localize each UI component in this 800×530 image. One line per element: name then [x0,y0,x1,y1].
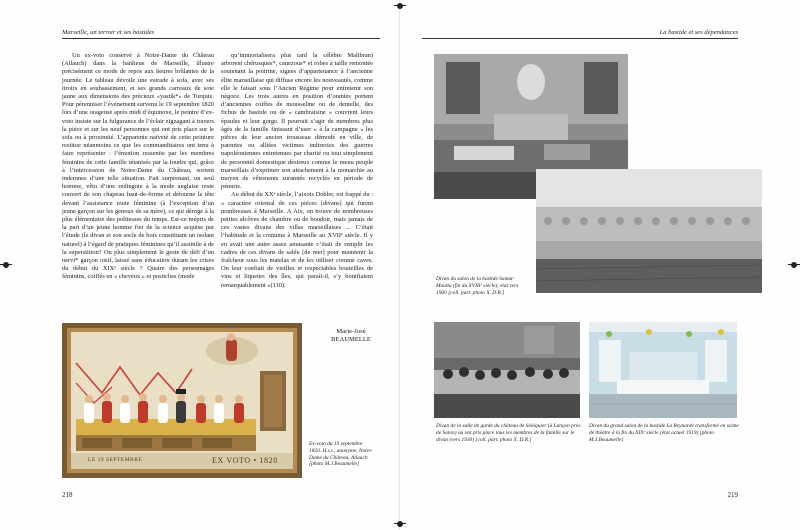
page-number-right: 219 [727,491,738,499]
registration-mark-right [791,262,797,268]
paragraph: Au début du XXᵉ siècle, l’aixois Dobler, est frappé du : « caractère oriental de ces pièces [divans] qui furent nombreuses à Marseille. A Aix, on trouve de nombreuses petites alcôves de chambre ou de boudoir, mais jamais de ces vastes divans des villas marseillaises ... C’était l’habitude et la coutume à Marseille au XVIIᵉ siècle. Il y en avait une autre assez amusante c’était de remplir les cadres de ces divans de sable [de mer] pour maintenir la fraîcheur sous les matelas et de les utiliser comme caves. On leur confiait de vieilles et respectables bouteilles de vins et liqueurs des îles, qui paraît-il, s’y bonifiaient remarquablement »(110). [221,191,373,289]
photo-la-reynarde [589,322,737,418]
paragraph: Un ex-voto conservé à Notre-Dame du Château (Allauch) dans la banlieue de Marseille, illustre précisément ce mode de repos aux heures brûlantes de la journée. Le tableau dévoile une estrade à sofa, avec ses tiroirs en soubassement, et ses grands carreaux de soie jaune aux dimensions des précieux «yastik*» de Turquie. Pour pérenniser l’événement survenu le 19 septembre 1820 lors d’une orageuse après midi d’équinoxe, le peintre d’ex-voto insiste sur la fulgurance de l’éclair zigzagant à travers la pièce et sur les neuf personnes qui ont pris place sur le sofa ou à proximité. L’apparente naïveté de cette peinture restitue néanmoins ce que les commanditaires ont tenu à faire représenter : l’émotion ressentie par les membres féminins de cette famille tétanisés par la foudre qui, grâce à l’intercession de Notre-Dame du Château, sortent indemnes d’une telle situation. Fait surprenant, un seul homme, vêtu d’une redingote à la mode anglaise reste couvert de son chapeau haut-de-forme et détourne la tête devant l’assistance toute féminine (à l’exception d’un jeune garçon sur les genoux de sa mère), ce qui déroge à la plus élémentaire des politesses du temps. Est-ce mépris de la part d’un jeune homme fier de la science acquise par l’étude (le divan et son socle de bois constituant un isolant naturel) à l’égard de pratiques féminines qu’il assimile à de la superstition? Ou plus simplement le geste de défi d’un nervi* garçon oisif, laissé sans éducation durant les crises du début du XIXᵉ siècle ? Quatre des personnages féminins, coiffés en « cheveux » et postiches (mode [62,52,214,281]
author-signature [322,328,380,345]
head-rule-left [62,38,380,39]
author-last-name: BEAUMELLE [331,336,371,344]
reynarde-photo-image [589,322,737,418]
right-page [400,0,800,530]
running-head-right: La bastide et ses dépendances [659,29,738,36]
exvoto-inscription-left: LE 19 SEPTEMBRE [88,457,143,463]
registration-mark-left [3,262,9,268]
registration-mark-bottom [397,521,403,527]
divan-photo-image [536,169,762,293]
caption-la-reynarde: Divan du grand salon de la bastide La Reynarde transformé en scène de théâtre à la fin du XIXᵉ siècle (état actuel 1919) [photo M.J.Beaumelle] [589,423,739,443]
exvoto-caption: Ex-voto du 19 septembre 1820. H.s.t., anonyme, Notre-Dame du Château, Allauch [photo M.J.Beaumelle] [309,441,373,468]
registration-mark-top [397,3,403,9]
page-number-left: 218 [62,491,73,499]
exvoto-painting [62,323,302,478]
photo-salle-de-garde [434,322,580,418]
text-column-2 [221,52,373,290]
text-column-1 [62,52,214,282]
caption-divan-salon: Divan du salon de la bastide Samat-Mouttu (fin du XVIIIᵉ siècle), état vers 1960 [coll. part. photo X. D.R.] [436,276,519,296]
paragraph: qu’immortalisera plus tard la célèbre Malibran) arborent chérusques*, canezous* et robes à taille remontée soutenant la poitrine, signes d’appartenance à l’ancienne élite marseillaise qui diffuse encore les nouveautés, comme elle le faisait sous l’Ancien Régime pour entretenir son négoce. Les trois autres en position d’orantes portent d’anciennes coiffes de mousseline ou de dentelle, des fichus de bastide ou de « cambraisine » couvrent leurs épaules et leur gorge. Il pourrait s’agir de membres plus âgés de la famille finissant d’user « à la campagne » les pièces de leur ancien trousseau démodé en ville, de parentes ou alliées victimes indirectes des guerres napoléoniennes entretenues par charité ou tout simplement de personnel domestique désireux comme le menu peuple marseillais d’exprimer son attachement à la monarchie au moyen de vêtements surannés recyclés en période de pénurie. [221,52,373,191]
photo-divan-long [536,169,762,293]
head-rule-right [422,38,738,39]
running-head-left: Marseille, un terroir et ses bastides [62,29,155,36]
garde-photo-image [434,322,580,418]
exvoto-painting-image [62,323,302,478]
exvoto-inscription-right: EX VOTO • 1820 [212,456,278,465]
author-first-name: Marie-José [336,328,366,335]
caption-salle-de-garde: Divan de la salle de garde du château de Séniquier (à Lançon près de Salon) où ont pris place tous les membres de la famille sur le divan (vers 1930) [coll. part. photo X. D.R.] [436,423,581,443]
